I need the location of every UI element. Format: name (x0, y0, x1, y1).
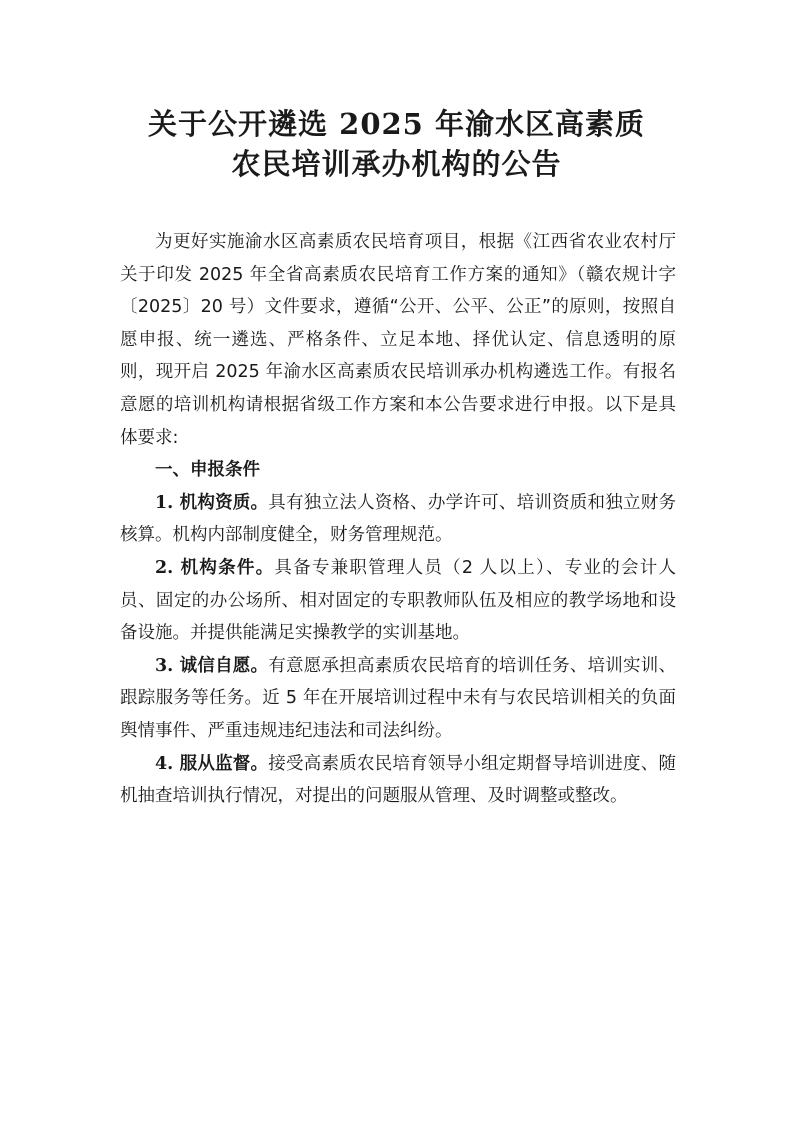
intro-paragraph: 为更好实施渝水区高素质农民培育项目，根据《江西省农业农村厅关于印发 2025 年全省高素质农民培育工作方案的通知》（赣农规计字〔2025〕20 号）文件要求，遵循“公开、公平、公正”的原则，按照自愿申报、统一遴选、严格条件、立足本地、择优认定、信息透明的原则，现开启 2025 年渝水区高素质农民培训承办机构遴选工作。有报名意愿的培训机构请根据省级工作方案和本公告要求进行申报。以下是具体要求: (120, 232, 676, 448)
document-title-line-1: 关于公开遴选 2025 年渝水区高素质 (148, 107, 645, 141)
document-body (120, 226, 676, 813)
requirement-item-4-lead: 4. 服从监督。 (155, 753, 269, 774)
requirement-item-1-text: 具有独立法人资格、办学许可、培训资质和独立财务核算。机构内部制度健全，财务管理规范。 (120, 492, 676, 546)
requirement-item-3-lead: 3. 诚信自愿。 (155, 655, 269, 676)
document-title-line-2: 农民培训承办机构的公告 (231, 147, 562, 181)
section-heading-requirements: 一、申报条件 (155, 460, 260, 481)
requirement-item-4 (120, 748, 676, 813)
requirement-item-3-text: 有意愿承担高素质农民培育的培训任务、培训实训、跟踪服务等任务。近 5 年在开展培训过程中未有与农民培训相关的负面舆情事件、严重违规违纪违法和司法纠纷。 (120, 655, 676, 741)
requirement-item-1-lead: 1. 机构资质。 (155, 492, 269, 513)
requirement-item-2-lead: 2. 机构条件。 (155, 557, 275, 578)
requirement-item-2 (120, 552, 676, 650)
requirement-item-3 (120, 650, 676, 748)
requirement-item-4-text: 接受高素质农民培育领导小组定期督导培训进度、随机抽查培训执行情况，对提出的问题服从管理、及时调整或整改。 (120, 753, 676, 807)
requirement-item-2-text: 具备专兼职管理人员（2 人以上）、专业的会计人员、固定的办公场所、相对固定的专职教师队伍及相应的教学场地和设备设施。并提供能满足实操教学的实训基地。 (120, 557, 676, 644)
requirement-item-1 (120, 487, 676, 552)
